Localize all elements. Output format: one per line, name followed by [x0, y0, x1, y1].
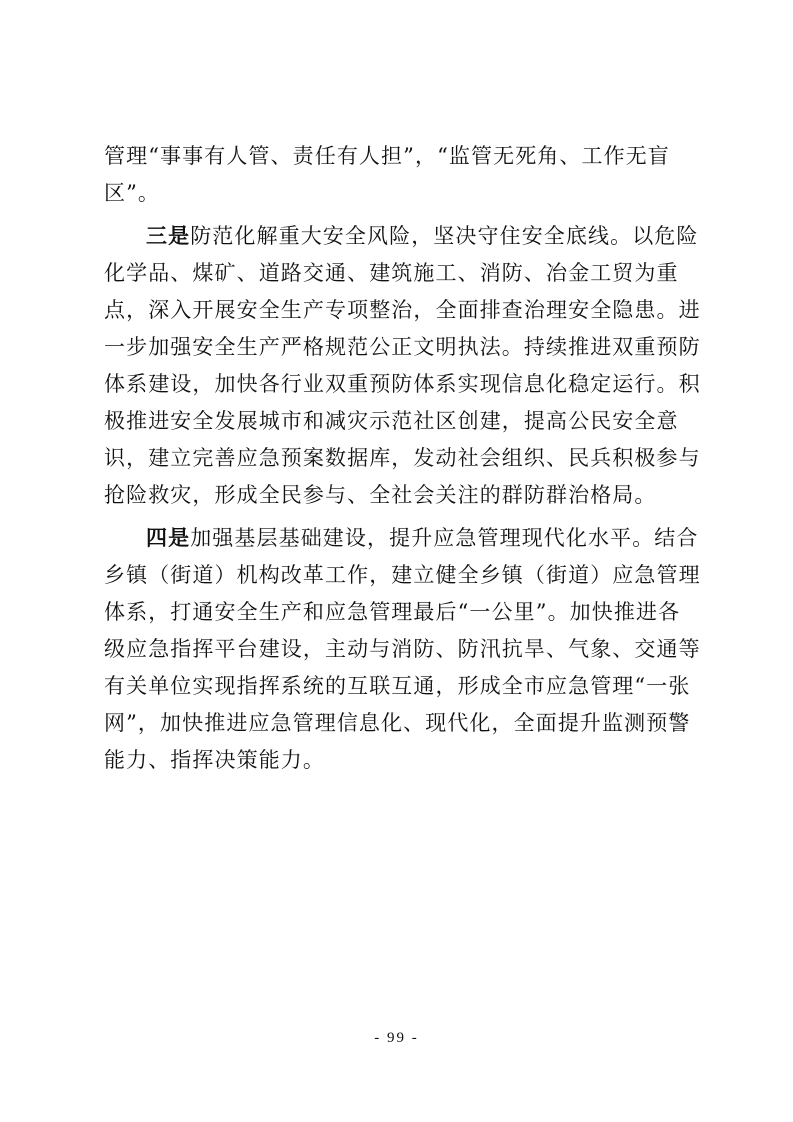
paragraph-2-lead: 三是 [146, 224, 191, 248]
paragraph-1-line-2: 区”。 [104, 181, 161, 205]
paragraph-2-line-3: 点，深入开展安全生产专项整治，全面排查治理安全隐患。进 [104, 298, 701, 322]
paragraph-2-line-2: 化学品、煤矿、道路交通、建筑施工、消防、冶金工贸为重 [104, 261, 679, 285]
paragraph-3-line-7: 能力、指挥决策能力。 [104, 748, 325, 772]
paragraph-3-line-3: 体系，打通安全生产和应急管理最后“一公里”。加快推进各 [104, 600, 681, 624]
page-number: - 99 - [374, 1030, 419, 1046]
paragraph-3-line-6: 网”，加快推进应急管理信息化、现代化，全面提升监测预警 [104, 711, 691, 735]
document-body [104, 138, 704, 779]
paragraph-1-line-1: 管理“事事有人管、责任有人担”，“监管无死角、工作无盲 [104, 144, 670, 168]
paragraph-3-line-4: 级应急指挥平台建设，主动与消防、防汛抗旱、气象、交通等 [104, 637, 701, 661]
paragraph-2-line-7: 识，建立完善应急预案数据库，发动社会组织、民兵积极参与 [104, 446, 701, 470]
paragraph-2-line-1-text: 防范化解重大安全风险，坚决守住安全底线。以危险 [190, 224, 699, 248]
paragraph-2-line-1 [104, 218, 704, 255]
paragraph-3-lead: 四是 [146, 526, 191, 550]
paragraph-3-line-2: 乡镇（街道）机构改革工作，建立健全乡镇（街道）应急管理 [104, 563, 701, 587]
paragraph-2-line-5: 体系建设，加快各行业双重预防体系实现信息化稳定运行。积 [104, 372, 701, 396]
paragraph-3-line-5: 有关单位实现指挥系统的互联互通，形成全市应急管理“一张 [104, 674, 691, 698]
paragraph-2-line-6: 极推进安全发展城市和减灾示范社区创建，提高公民安全意 [104, 409, 679, 433]
paragraph-2-line-8: 抢险救灾，形成全民参与、全社会关注的群防群治格局。 [104, 483, 657, 507]
paragraph-2-line-4: 一步加强安全生产严格规范公正文明执法。持续推进双重预防 [104, 335, 701, 359]
paragraph-3-line-1 [104, 520, 704, 557]
paragraph-3-line-1-text: 加强基层基础建设，提升应急管理现代化水平。结合 [190, 526, 699, 550]
